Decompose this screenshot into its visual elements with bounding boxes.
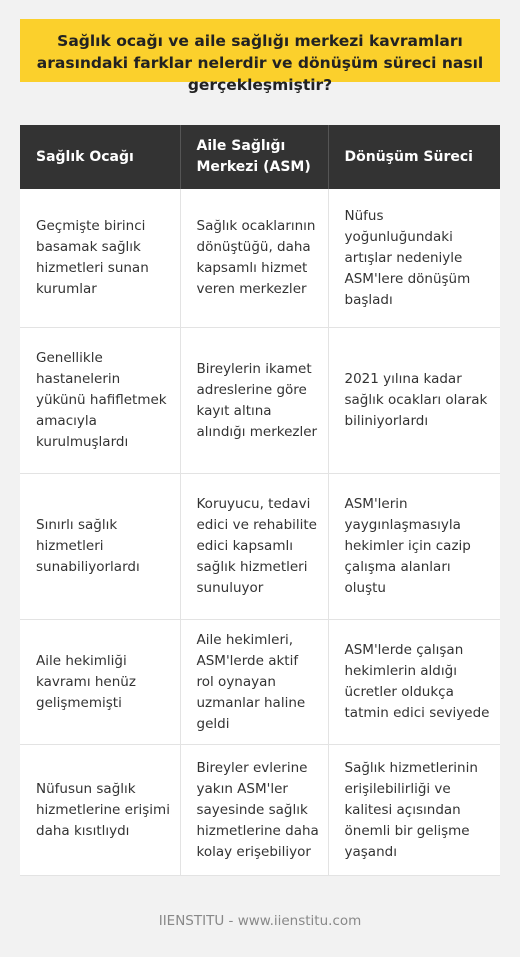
table-row bbox=[20, 745, 500, 876]
table-cell: ASM'lerde çalışan hekimlerin aldığı ücretler oldukça tatmin edici seviyede bbox=[328, 620, 500, 745]
table-cell: Sağlık ocaklarının dönüştüğü, daha kapsamlı hizmet veren merkezler bbox=[180, 189, 328, 328]
table-cell: Aile hekimliği kavramı henüz gelişmemişti bbox=[20, 620, 180, 745]
comparison-table bbox=[20, 125, 500, 876]
table-row bbox=[20, 189, 500, 328]
table-header-row bbox=[20, 125, 500, 189]
table-row bbox=[20, 620, 500, 745]
table-cell: ASM'lerin yaygınlaşmasıyla hekimler için cazip çalışma alanları oluştu bbox=[328, 474, 500, 620]
table-cell: Geçmişte birinci basamak sağlık hizmetleri sunan kurumlar bbox=[20, 189, 180, 328]
table-cell: Genellikle hastanelerin yükünü hafifletmek amacıyla kurulmuşlardı bbox=[20, 328, 180, 474]
column-header-donusum-sureci: Dönüşüm Süreci bbox=[328, 125, 500, 189]
footer-credit: IIENSTITU - www.iienstitu.com bbox=[158, 913, 362, 929]
table-cell: Aile hekimleri, ASM'lerde aktif rol oynayan uzmanlar haline geldi bbox=[180, 620, 328, 745]
table-cell: Nüfus yoğunluğundaki artışlar nedeniyle ASM'lere dönüşüm başladı bbox=[328, 189, 500, 328]
table-cell: 2021 yılına kadar sağlık ocakları olarak biliniyorlardı bbox=[328, 328, 500, 474]
column-header-asm: Aile Sağlığı Merkezi (ASM) bbox=[180, 125, 328, 189]
table-cell: Bireylerin ikamet adreslerine göre kayıt altına alındığı merkezler bbox=[180, 328, 328, 474]
table-cell: Sağlık hizmetlerinin erişilebilirliği ve kalitesi açısından önemli bir gelişme yaşandı bbox=[328, 745, 500, 876]
table-cell: Koruyucu, tedavi edici ve rehabilite edici kapsamlı sağlık hizmetleri sunuluyor bbox=[180, 474, 328, 620]
table-row bbox=[20, 328, 500, 474]
table-cell: Nüfusun sağlık hizmetlerine erişimi daha kısıtlıydı bbox=[20, 745, 180, 876]
table-cell: Bireyler evlerine yakın ASM'ler sayesinde sağlık hizmetlerine daha kolay erişebiliyor bbox=[180, 745, 328, 876]
table-cell: Sınırlı sağlık hizmetleri sunabiliyorlardı bbox=[20, 474, 180, 620]
column-header-saglik-ocagi: Sağlık Ocağı bbox=[20, 125, 180, 189]
page-title: Sağlık ocağı ve aile sağlığı merkezi kavramları arasındaki farklar nelerdir ve dönüşüm süreci nasıl gerçekleşmiştir? bbox=[20, 19, 500, 82]
table-row bbox=[20, 474, 500, 620]
